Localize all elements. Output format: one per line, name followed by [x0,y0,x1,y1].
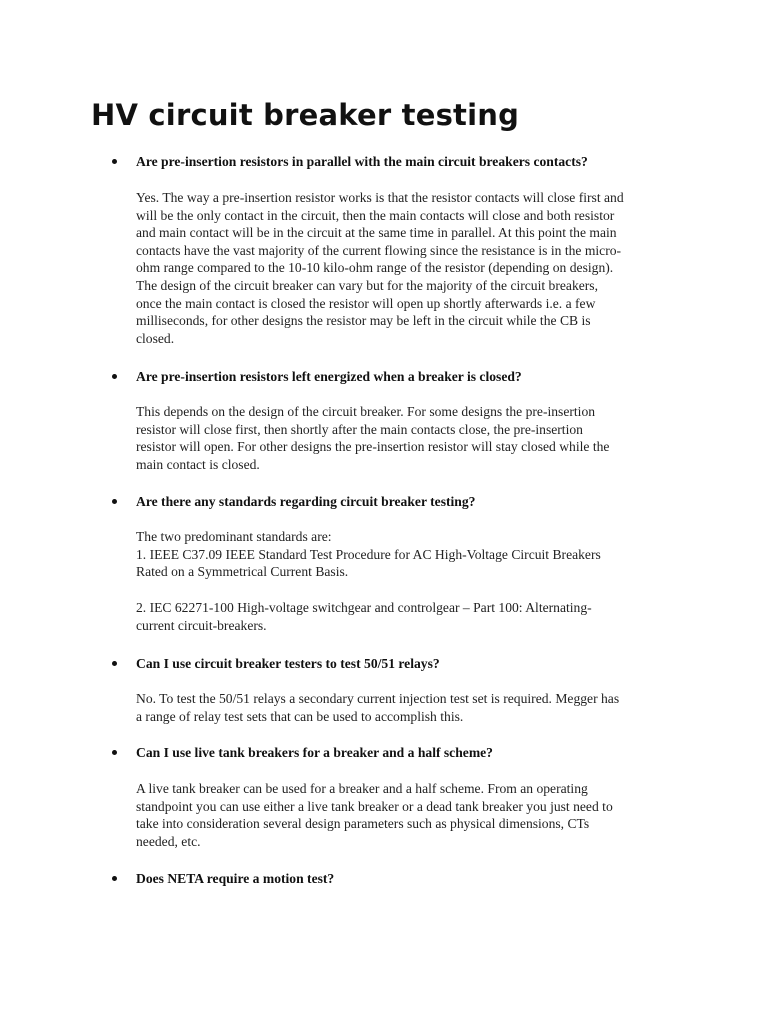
answer-line: standpoint you can use either a live tank breaker or a dead tank breaker you just need to [136,798,613,814]
faq-question: Are pre-insertion resistors in parallel with the main circuit breakers contacts? [136,154,588,169]
answer-line: take into consideration several design parameters such as physical dimensions, CTs [136,816,590,832]
answer-line: 1. IEEE C37.09 IEEE Standard Test Procedure for AC High-Voltage Circuit Breakers [136,546,601,562]
faq-answer [136,403,681,473]
answer-line: resistor will close first, then shortly after the main contacts close, the pre-insertion [136,421,583,437]
answer-line: closed. [136,330,175,346]
answer-line: contacts have the vast majority of the current flowing since the resistance is in the micro- [136,242,622,258]
faq-question: Does NETA require a motion test? [136,871,335,886]
bullet-icon [112,876,117,881]
faq-question: Can I use live tank breakers for a breaker and a half scheme? [136,745,493,760]
bullet-icon [112,374,117,379]
answer-line: and main contact will be in the circuit at the same time in parallel. At this point the main [136,225,617,241]
answer-line: milliseconds, for other designs the resistor may be left in the circuit while the CB is [136,313,591,329]
bullet-icon [112,661,117,666]
answer-line: Yes. The way a pre-insertion resistor works is that the resistor contacts will close first and [136,190,624,205]
answer-line: A live tank breaker can be used for a breaker and a half scheme. From an operating [136,781,588,796]
answer-line: resistor will open. For other designs the pre-insertion resistor will stay closed while the [136,439,610,455]
faq-answer [136,690,681,725]
faq-question: Can I use circuit breaker testers to test 50/51 relays? [136,656,440,671]
answer-line: The two predominant standards are: [136,529,332,544]
faq-answer [136,189,681,347]
answer-line: ohm range compared to the 10-10 kilo-ohm range of the resistor (depending on design). [136,260,614,276]
answer-line: Rated on a Symmetrical Current Basis. [136,564,349,580]
faq-question: Are pre-insertion resistors left energized when a breaker is closed? [136,369,522,384]
bullet-icon [112,159,117,164]
page-title: HV circuit breaker testing [91,98,520,132]
faq-question: Are there any standards regarding circuit breaker testing? [136,494,476,509]
bullet-icon [112,750,117,755]
answer-line: This depends on the design of the circuit breaker. For some designs the pre-insertion [136,404,596,419]
answer-line: main contact is closed. [136,456,260,472]
answer-line: a range of relay test sets that can be used to accomplish this. [136,708,464,724]
answer-line: needed, etc. [136,833,201,849]
answer-line: 2. IEC 62271-100 High-voltage switchgear and controlgear – Part 100: Alternating- [136,600,592,615]
faq-answer [136,599,681,634]
faq-answer [136,780,681,850]
answer-line: No. To test the 50/51 relays a secondary current injection test set is required. Megger has [136,691,620,706]
answer-line: will be the only contact in the circuit, then the main contacts will close and both resistor [136,207,615,223]
answer-line: The design of the circuit breaker can vary but for the majority of the circuit breakers, [136,277,598,293]
answer-line: once the main contact is closed the resistor will open up shortly afterwards i.e. a few [136,295,596,311]
faq-answer [136,528,681,581]
answer-line: current circuit-breakers. [136,617,267,633]
bullet-icon [112,499,117,504]
